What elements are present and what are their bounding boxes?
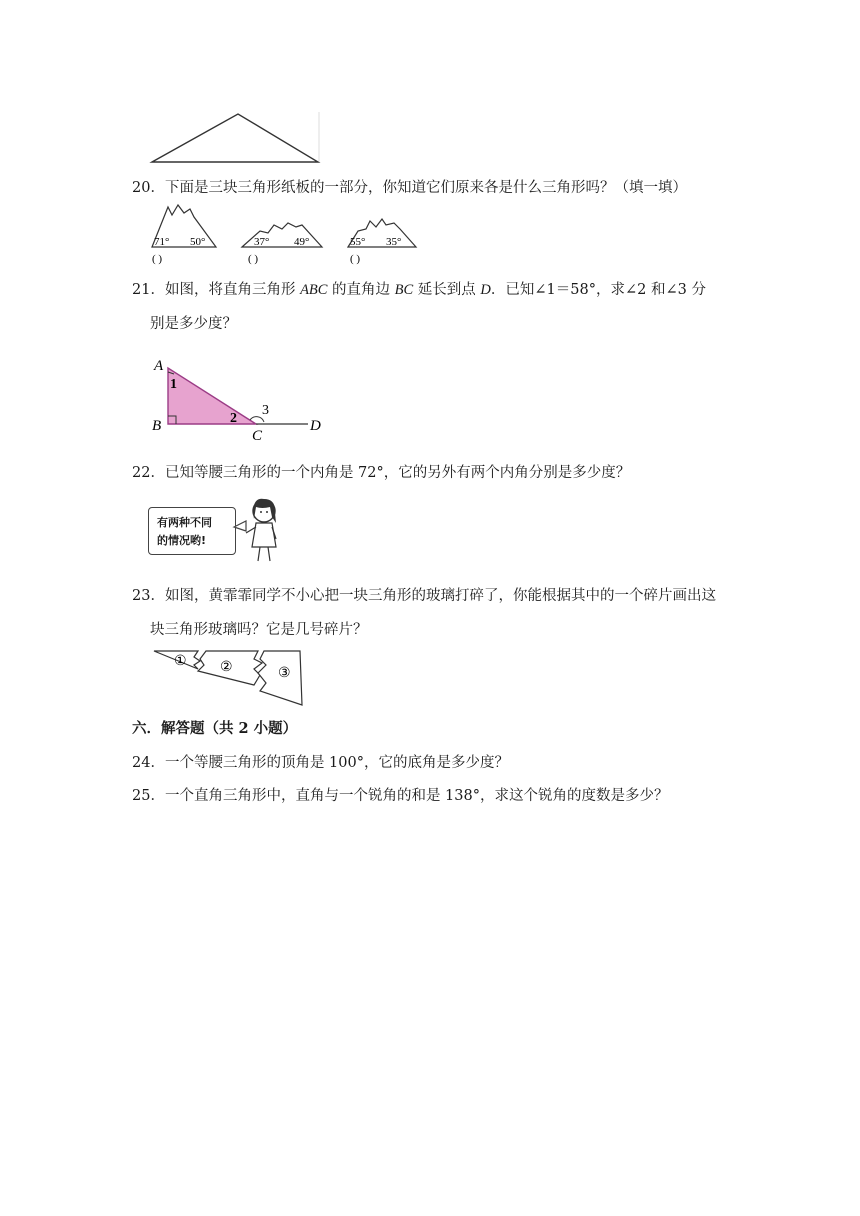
q21-label-B: B: [152, 418, 162, 434]
q20-piece-2-blank: ( ): [248, 253, 259, 265]
q21-label-D: D: [310, 418, 321, 434]
q20-piece-3-angle-a: 55°: [350, 236, 366, 248]
q20-piece-1-blank: ( ): [152, 253, 163, 265]
q21-label-3: 3: [262, 403, 269, 418]
svg-text:②: ②: [220, 660, 233, 675]
top-triangle-figure: [148, 110, 324, 166]
question-23-line-2: 块三角形玻璃吗？它是几号碎片？: [150, 622, 368, 638]
q20-piece-2: [242, 223, 322, 265]
q21-text-d: ．已知∠1＝58°，求∠2 和∠3 分: [490, 282, 706, 298]
q20-piece-2-angle-a: 37°: [254, 236, 270, 248]
q21-text-b: 的直角边: [327, 282, 395, 298]
q21-text-a: 21．如图，将直角三角形: [132, 282, 301, 298]
q22-speech-bubble: [148, 507, 236, 555]
q20-piece-1: [152, 205, 216, 265]
q21-figure: [148, 352, 338, 444]
section-6-heading: 六．解答题（共 2 小题）: [132, 720, 298, 737]
question-21-line-2: 别是多少度？: [150, 316, 237, 332]
q22-bubble-line-2: 的情况哟!: [157, 534, 207, 547]
q20-piece-2-angle-b: 49°: [294, 236, 310, 248]
q20-piece-3-angle-b: 35°: [386, 236, 402, 248]
question-23-line-1: 23．如图，黄霏霏同学不小心把一块三角形的玻璃打碎了，你能根据其中的一个碎片画出这: [132, 588, 716, 604]
q20-piece-3: [348, 219, 416, 265]
q23-fragment-1: [154, 651, 200, 669]
q21-d: D: [480, 282, 491, 298]
q21-bc: BC: [394, 282, 414, 298]
q21-label-C: C: [252, 428, 263, 444]
q21-label-1: 1: [170, 377, 177, 392]
q20-piece-1-angle-b: 50°: [190, 236, 206, 248]
question-25: 25．一个直角三角形中，直角与一个锐角的和是 138°，求这个锐角的度数是多少？: [132, 788, 669, 804]
q21-label-A: A: [154, 358, 164, 374]
question-20: 20．下面是三块三角形纸板的一部分，你知道它们原来各是什么三角形吗？（填一填）: [132, 180, 687, 196]
q20-figure: [150, 203, 430, 265]
question-21-line-1: [132, 280, 706, 300]
question-22: 22．已知等腰三角形的一个内角是 72°，它的另外有两个内角分别是多少度？: [132, 465, 631, 481]
q23-fragment-2: [198, 651, 262, 685]
q21-abc: ABC: [300, 282, 328, 298]
q23-figure: [150, 645, 310, 713]
q20-piece-1-angle-a: 71°: [154, 236, 170, 248]
svg-text:①: ①: [174, 654, 187, 669]
q22-bubble-line-1: 有两种不同: [157, 516, 212, 529]
q21-label-2: 2: [230, 411, 237, 426]
girl-illustration: [232, 497, 284, 565]
svg-text:③: ③: [278, 666, 291, 681]
q23-fragment-3: [258, 651, 302, 705]
q21-text-c: 延长到点: [413, 282, 481, 298]
q20-piece-3-blank: ( ): [350, 253, 361, 265]
question-24: 24．一个等腰三角形的顶角是 100°，它的底角是多少度？: [132, 755, 509, 771]
